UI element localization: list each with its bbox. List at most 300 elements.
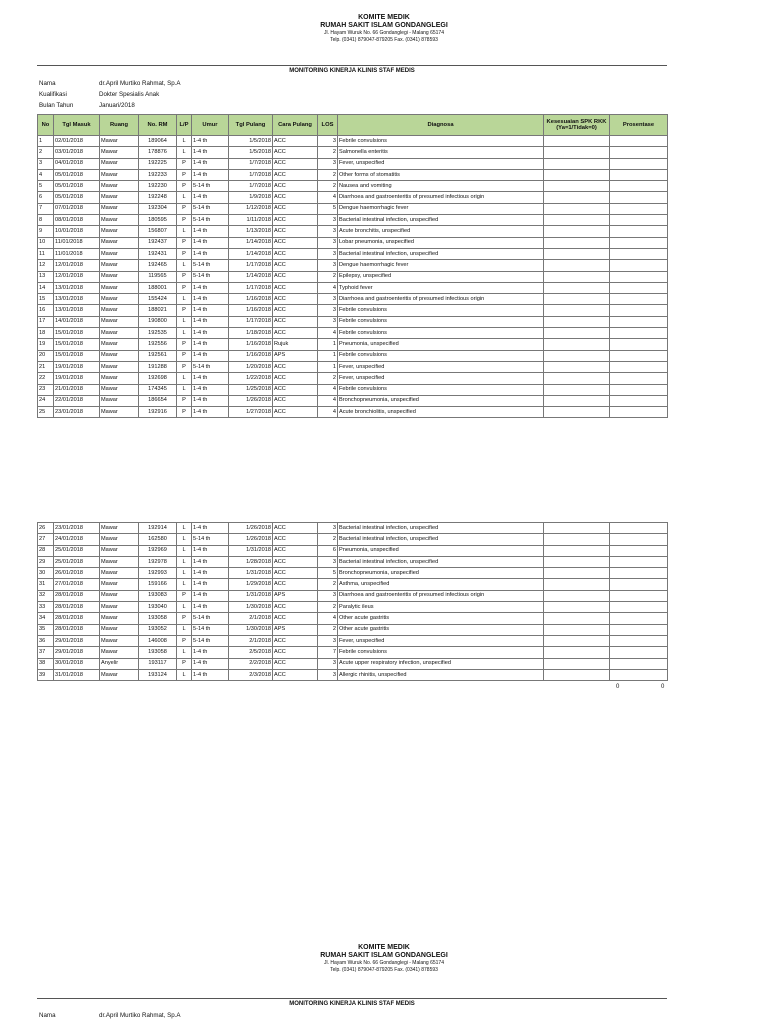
table-row (38, 350, 668, 361)
cell-ruang: Mawar (100, 545, 139, 556)
cell-lp: L (177, 136, 192, 147)
cell-prosentase (610, 215, 668, 226)
cell-ruang: Mawar (100, 556, 139, 567)
cell-cara-pulang: ACC (273, 271, 318, 282)
cell-lp: P (177, 395, 192, 406)
cell-cara-pulang: ACC (273, 248, 318, 259)
cell-ruang: Mawar (100, 305, 139, 316)
cell-los: 2 (318, 624, 338, 635)
table-row (38, 294, 668, 305)
cell-no-rm: 191288 (139, 361, 177, 372)
cell-no: 26 (38, 523, 54, 534)
cell-tgl-pulang: 1/13/2018 (229, 226, 273, 237)
table-row (38, 169, 668, 180)
cell-tgl-masuk: 10/01/2018 (54, 226, 100, 237)
cell-umur: 1-4 th (192, 136, 229, 147)
cell-umur: 1-4 th (192, 407, 229, 418)
cell-prosentase (610, 373, 668, 384)
cell-lp: L (177, 260, 192, 271)
cell-prosentase (610, 395, 668, 406)
hospital-header (0, 14, 768, 44)
cell-tgl-masuk: 03/01/2018 (54, 147, 100, 158)
cell-prosentase (610, 568, 668, 579)
cell-diagnosa: Bacterial intestinal infection, unspecified (338, 556, 544, 567)
cell-los: 4 (318, 384, 338, 395)
cell-prosentase (610, 192, 668, 203)
cell-lp: L (177, 647, 192, 658)
cell-kesesuaian (544, 613, 610, 624)
col-tgl-masuk: Tgl Masuk (54, 115, 100, 136)
cell-no-rm: 192978 (139, 556, 177, 567)
cell-no: 27 (38, 534, 54, 545)
cell-lp: P (177, 169, 192, 180)
cell-prosentase (610, 328, 668, 339)
cell-lp: P (177, 271, 192, 282)
table-row (38, 305, 668, 316)
cell-no: 16 (38, 305, 54, 316)
cell-tgl-pulang: 1/28/2018 (229, 556, 273, 567)
cell-diagnosa: Fever, unspecified (338, 361, 544, 372)
cell-tgl-masuk: 13/01/2018 (54, 294, 100, 305)
cell-no: 18 (38, 328, 54, 339)
cell-los: 2 (318, 271, 338, 282)
cell-ruang: Mawar (100, 373, 139, 384)
cell-no: 38 (38, 658, 54, 669)
next-hospital-phone: Telp. (0341) 879047-879205 Fax. (0341) 878593 (330, 967, 438, 973)
cell-diagnosa: Febrile convulsions (338, 350, 544, 361)
cell-ruang: Mawar (100, 350, 139, 361)
cell-prosentase (610, 556, 668, 567)
cell-prosentase (610, 203, 668, 214)
cell-tgl-masuk: 27/01/2018 (54, 579, 100, 590)
cell-umur: 1-4 th (192, 192, 229, 203)
cell-tgl-pulang: 1/17/2018 (229, 282, 273, 293)
cell-los: 6 (318, 545, 338, 556)
table-row (38, 339, 668, 350)
cell-tgl-masuk: 21/01/2018 (54, 384, 100, 395)
cell-cara-pulang: ACC (273, 147, 318, 158)
cell-diagnosa: Diarrhoea and gastroenteritis of presumed infectious origin (338, 192, 544, 203)
cell-cara-pulang: ACC (273, 658, 318, 669)
cell-ruang: Mawar (100, 624, 139, 635)
cell-no-rm: 192969 (139, 545, 177, 556)
cell-prosentase (610, 237, 668, 248)
cell-kesesuaian (544, 602, 610, 613)
cell-umur: 1-4 th (192, 158, 229, 169)
cell-no-rm: 192914 (139, 523, 177, 534)
cell-no-rm: 192465 (139, 260, 177, 271)
cell-lp: L (177, 624, 192, 635)
cell-no-rm: 189064 (139, 136, 177, 147)
cell-no: 6 (38, 192, 54, 203)
cell-cara-pulang: ACC (273, 568, 318, 579)
cell-diagnosa: Salmonella enteritis (338, 147, 544, 158)
table-row (38, 613, 668, 624)
cell-lp: L (177, 534, 192, 545)
cell-tgl-pulang: 1/30/2018 (229, 602, 273, 613)
cell-tgl-pulang: 1/26/2018 (229, 395, 273, 406)
cell-cara-pulang: ACC (273, 158, 318, 169)
cell-cara-pulang: APS (273, 590, 318, 601)
cell-diagnosa: Diarrhoea and gastroenteritis of presumed infectious origin (338, 590, 544, 601)
cell-ruang: Mawar (100, 181, 139, 192)
table-row (38, 215, 668, 226)
cell-ruang: Mawar (100, 192, 139, 203)
cell-no-rm: 155424 (139, 294, 177, 305)
cell-umur: 1-4 th (192, 147, 229, 158)
cell-ruang: Mawar (100, 203, 139, 214)
cell-no-rm: 192698 (139, 373, 177, 384)
cell-lp: L (177, 328, 192, 339)
cell-cara-pulang: ACC (273, 579, 318, 590)
cell-los: 3 (318, 305, 338, 316)
cell-diagnosa: Acute bronchitis, unspecified (338, 226, 544, 237)
cell-tgl-masuk: 29/01/2018 (54, 635, 100, 646)
hospital-address: Jl. Hayam Wuruk No. 66 Gondanglegi - Malang 65174 (324, 30, 444, 36)
cell-tgl-masuk: 29/01/2018 (54, 647, 100, 658)
cell-umur: 1-4 th (192, 237, 229, 248)
cell-kesesuaian (544, 316, 610, 327)
cell-umur: 1-4 th (192, 350, 229, 361)
cell-los: 3 (318, 226, 338, 237)
cell-kesesuaian (544, 647, 610, 658)
cell-tgl-masuk: 11/01/2018 (54, 248, 100, 259)
cell-lp: L (177, 373, 192, 384)
table-row (38, 158, 668, 169)
next-hospital-address: Jl. Hayam Wuruk No. 66 Gondanglegi - Malang 65174 (324, 960, 444, 966)
nama-value: dr.April Murtiko Rahmat, Sp.A (99, 80, 181, 87)
cell-prosentase (610, 350, 668, 361)
table-row (38, 248, 668, 259)
cell-tgl-masuk: 28/01/2018 (54, 613, 100, 624)
next-nama-label: Nama (39, 1012, 56, 1019)
cell-ruang: Mawar (100, 523, 139, 534)
cell-diagnosa: Diarrhoea and gastroenteritis of presumed infectious origin (338, 294, 544, 305)
cell-prosentase (610, 579, 668, 590)
cell-lp: P (177, 181, 192, 192)
cell-ruang: Mawar (100, 602, 139, 613)
cell-cara-pulang: ACC (273, 192, 318, 203)
cell-no-rm: 188001 (139, 282, 177, 293)
cell-umur: 1-4 th (192, 523, 229, 534)
next-committee-name: KOMITE MEDIK (358, 944, 410, 951)
cell-lp: L (177, 545, 192, 556)
cell-ruang: Mawar (100, 294, 139, 305)
table-row (38, 568, 668, 579)
cell-kesesuaian (544, 305, 610, 316)
cell-los: 3 (318, 215, 338, 226)
cell-lp: P (177, 407, 192, 418)
cell-cara-pulang: ACC (273, 316, 318, 327)
cell-no: 24 (38, 395, 54, 406)
cell-ruang: Mawar (100, 534, 139, 545)
cell-no: 29 (38, 556, 54, 567)
cell-cara-pulang: ACC (273, 282, 318, 293)
cell-los: 5 (318, 203, 338, 214)
cell-umur: 1-4 th (192, 282, 229, 293)
cell-cara-pulang: ACC (273, 305, 318, 316)
cell-kesesuaian (544, 350, 610, 361)
cell-kesesuaian (544, 192, 610, 203)
cell-kesesuaian (544, 373, 610, 384)
cell-no: 28 (38, 545, 54, 556)
cell-cara-pulang: APS (273, 350, 318, 361)
cell-lp: P (177, 215, 192, 226)
cell-no: 37 (38, 647, 54, 658)
cell-ruang: Mawar (100, 282, 139, 293)
cell-ruang: Mawar (100, 248, 139, 259)
cell-tgl-masuk: 25/01/2018 (54, 556, 100, 567)
cell-no-rm: 192437 (139, 237, 177, 248)
cell-cara-pulang: ACC (273, 395, 318, 406)
table-row (38, 523, 668, 534)
cell-lp: L (177, 384, 192, 395)
cell-tgl-masuk: 19/01/2018 (54, 373, 100, 384)
cell-no: 35 (38, 624, 54, 635)
cell-umur: 5-14 th (192, 635, 229, 646)
cell-los: 3 (318, 556, 338, 567)
cell-tgl-pulang: 2/1/2018 (229, 613, 273, 624)
table-header-row (38, 115, 668, 136)
cell-kesesuaian (544, 545, 610, 556)
cell-tgl-masuk: 12/01/2018 (54, 271, 100, 282)
cell-kesesuaian (544, 203, 610, 214)
hospital-phone: Telp. (0341) 879047-879205 Fax. (0341) 878593 (330, 37, 438, 43)
cell-tgl-pulang: 1/22/2018 (229, 373, 273, 384)
cell-tgl-pulang: 1/12/2018 (229, 203, 273, 214)
cell-cara-pulang: APS (273, 624, 318, 635)
cell-tgl-masuk: 11/01/2018 (54, 237, 100, 248)
cell-tgl-masuk: 12/01/2018 (54, 260, 100, 271)
cell-kesesuaian (544, 395, 610, 406)
cell-lp: L (177, 556, 192, 567)
col-no-rm: No. RM (139, 115, 177, 136)
cell-no-rm: 192248 (139, 192, 177, 203)
cell-no-rm: 192561 (139, 350, 177, 361)
cell-diagnosa: Typhoid fever (338, 282, 544, 293)
cell-tgl-pulang: 1/7/2018 (229, 169, 273, 180)
cell-tgl-pulang: 1/16/2018 (229, 350, 273, 361)
cell-cara-pulang: ACC (273, 373, 318, 384)
cell-no: 25 (38, 407, 54, 418)
cell-umur: 5-14 th (192, 215, 229, 226)
bulan-label: Bulan Tahun (39, 102, 74, 109)
cell-lp: P (177, 203, 192, 214)
cell-lp: L (177, 568, 192, 579)
cell-tgl-masuk: 07/01/2018 (54, 203, 100, 214)
report-title: MONITORING KINERJA KLINIS STAF MEDIS (289, 68, 415, 74)
cell-los: 4 (318, 282, 338, 293)
cell-kesesuaian (544, 169, 610, 180)
cell-umur: 1-4 th (192, 579, 229, 590)
cell-umur: 1-4 th (192, 328, 229, 339)
cell-los: 2 (318, 602, 338, 613)
cell-tgl-pulang: 1/31/2018 (229, 545, 273, 556)
cell-no: 10 (38, 237, 54, 248)
cell-no-rm: 186654 (139, 395, 177, 406)
cell-ruang: Anyelir (100, 658, 139, 669)
cell-los: 3 (318, 635, 338, 646)
cell-diagnosa: Pneumonia, unspecified (338, 545, 544, 556)
cell-no: 12 (38, 260, 54, 271)
cell-tgl-pulang: 1/11/2018 (229, 215, 273, 226)
cell-umur: 1-4 th (192, 248, 229, 259)
cell-kesesuaian (544, 361, 610, 372)
cell-umur: 1-4 th (192, 339, 229, 350)
cell-cara-pulang: ACC (273, 294, 318, 305)
cell-lp: P (177, 658, 192, 669)
cell-lp: L (177, 523, 192, 534)
cell-los: 3 (318, 669, 338, 680)
cell-cara-pulang: ACC (273, 136, 318, 147)
cell-lp: P (177, 248, 192, 259)
col-lp: L/P (177, 115, 192, 136)
table-row (38, 237, 668, 248)
cell-ruang: Mawar (100, 635, 139, 646)
cell-no: 17 (38, 316, 54, 327)
cell-kesesuaian (544, 339, 610, 350)
cell-cara-pulang: ACC (273, 545, 318, 556)
cell-kesesuaian (544, 523, 610, 534)
cell-los: 3 (318, 237, 338, 248)
cell-no-rm: 193040 (139, 602, 177, 613)
cell-tgl-pulang: 2/1/2018 (229, 635, 273, 646)
table-row (38, 658, 668, 669)
col-umur: Umur (192, 115, 229, 136)
cell-kesesuaian (544, 669, 610, 680)
cell-diagnosa: Lobar pneumonia, unspecified (338, 237, 544, 248)
cell-no-rm: 192304 (139, 203, 177, 214)
cell-ruang: Mawar (100, 215, 139, 226)
cell-umur: 1-4 th (192, 669, 229, 680)
cell-no: 39 (38, 669, 54, 680)
cell-cara-pulang: ACC (273, 635, 318, 646)
cell-cara-pulang: ACC (273, 556, 318, 567)
committee-name: KOMITE MEDIK (358, 14, 410, 21)
cell-diagnosa: Other acute gastritis (338, 613, 544, 624)
cell-cara-pulang: ACC (273, 647, 318, 658)
cell-los: 2 (318, 169, 338, 180)
col-diagnosa: Diagnosa (338, 115, 544, 136)
cell-kesesuaian (544, 237, 610, 248)
cell-cara-pulang: ACC (273, 226, 318, 237)
cell-kesesuaian (544, 384, 610, 395)
table-row (38, 316, 668, 327)
cell-kesesuaian (544, 181, 610, 192)
table-row (38, 669, 668, 680)
cell-no: 5 (38, 181, 54, 192)
cell-prosentase (610, 169, 668, 180)
cell-lp: P (177, 305, 192, 316)
table-row (38, 635, 668, 646)
cell-no: 32 (38, 590, 54, 601)
cell-tgl-pulang: 1/30/2018 (229, 624, 273, 635)
cell-tgl-pulang: 1/7/2018 (229, 158, 273, 169)
cell-ruang: Mawar (100, 271, 139, 282)
cell-los: 3 (318, 590, 338, 601)
cell-no: 4 (38, 169, 54, 180)
cell-cara-pulang: Rujuk (273, 339, 318, 350)
cell-no: 1 (38, 136, 54, 147)
col-no: No (38, 115, 54, 136)
cell-prosentase (610, 271, 668, 282)
cell-prosentase (610, 669, 668, 680)
cell-kesesuaian (544, 158, 610, 169)
cell-ruang: Mawar (100, 579, 139, 590)
cell-prosentase (610, 339, 668, 350)
cell-prosentase (610, 248, 668, 259)
cell-no: 30 (38, 568, 54, 579)
cell-no-rm: 190800 (139, 316, 177, 327)
cell-no: 20 (38, 350, 54, 361)
cell-kesesuaian (544, 328, 610, 339)
cell-diagnosa: Dengue haemorrhagic fever (338, 260, 544, 271)
cell-tgl-pulang: 1/5/2018 (229, 136, 273, 147)
cell-tgl-pulang: 1/5/2018 (229, 147, 273, 158)
cell-diagnosa: Febrile convulsions (338, 328, 544, 339)
cell-los: 4 (318, 407, 338, 418)
cell-tgl-masuk: 19/01/2018 (54, 361, 100, 372)
cell-cara-pulang: ACC (273, 215, 318, 226)
cell-lp: P (177, 361, 192, 372)
cell-prosentase (610, 523, 668, 534)
cell-no-rm: 192993 (139, 568, 177, 579)
cell-umur: 1-4 th (192, 294, 229, 305)
cell-los: 3 (318, 658, 338, 669)
cell-cara-pulang: ACC (273, 669, 318, 680)
cell-tgl-pulang: 1/26/2018 (229, 523, 273, 534)
cell-los: 2 (318, 534, 338, 545)
cell-prosentase (610, 260, 668, 271)
cell-tgl-pulang: 1/17/2018 (229, 316, 273, 327)
cell-los: 3 (318, 316, 338, 327)
cell-umur: 1-4 th (192, 384, 229, 395)
cell-diagnosa: Nausea and vomiting (338, 181, 544, 192)
cell-diagnosa: Bacterial intestinal infection, unspecified (338, 523, 544, 534)
cell-los: 3 (318, 294, 338, 305)
cell-tgl-masuk: 26/01/2018 (54, 568, 100, 579)
cell-no: 23 (38, 384, 54, 395)
cell-tgl-pulang: 1/14/2018 (229, 248, 273, 259)
cell-tgl-masuk: 30/01/2018 (54, 658, 100, 669)
cell-no-rm: 192431 (139, 248, 177, 259)
cell-tgl-masuk: 22/01/2018 (54, 395, 100, 406)
cell-ruang: Mawar (100, 669, 139, 680)
cell-tgl-masuk: 15/01/2018 (54, 350, 100, 361)
cell-tgl-masuk: 13/01/2018 (54, 305, 100, 316)
cell-tgl-masuk: 08/01/2018 (54, 215, 100, 226)
cell-ruang: Mawar (100, 384, 139, 395)
table-row (38, 602, 668, 613)
cell-umur: 1-4 th (192, 395, 229, 406)
cell-prosentase (610, 282, 668, 293)
cell-tgl-masuk: 14/01/2018 (54, 316, 100, 327)
monitoring-table-page1 (37, 114, 668, 418)
cell-prosentase (610, 158, 668, 169)
cell-los: 7 (318, 647, 338, 658)
cell-cara-pulang: ACC (273, 361, 318, 372)
cell-umur: 1-4 th (192, 658, 229, 669)
cell-tgl-pulang: 2/2/2018 (229, 658, 273, 669)
cell-diagnosa: Bacterial intestinal infection, unspecified (338, 215, 544, 226)
cell-tgl-pulang: 2/3/2018 (229, 669, 273, 680)
next-report-title: MONITORING KINERJA KLINIS STAF MEDIS (289, 1001, 415, 1007)
cell-ruang: Mawar (100, 568, 139, 579)
cell-umur: 1-4 th (192, 316, 229, 327)
cell-ruang: Mawar (100, 339, 139, 350)
cell-diagnosa: Asthma, unspecified (338, 579, 544, 590)
cell-kesesuaian (544, 556, 610, 567)
